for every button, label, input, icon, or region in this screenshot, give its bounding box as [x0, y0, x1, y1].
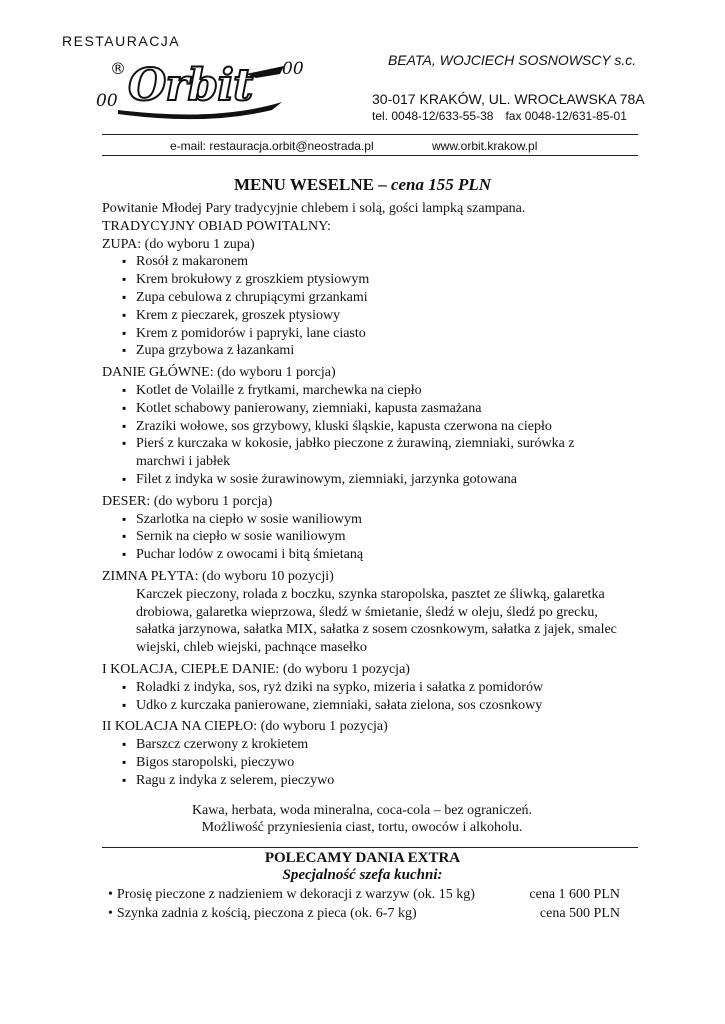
- list-item: ▪ Szarlotka na ciepło w sosie waniliowym: [122, 511, 622, 529]
- extras-rule: [102, 847, 638, 848]
- extra-dish-price: cena 500 PLN: [539, 906, 620, 921]
- list-item: ▪ Puchar lodów z owocami i bitą śmietaną: [122, 546, 622, 564]
- list-item: ▪ Sernik na ciepło w sosie waniliowym: [122, 528, 622, 546]
- extras-title: POLECAMY DANIA EXTRA: [264, 850, 461, 866]
- list-item: ▪ Zraziki wołowe, sos grzybowy, kluski śląskie, kapusta czerwona na ciepło: [122, 418, 622, 436]
- header-rule-top: [102, 134, 638, 135]
- main-course-heading: DANIE GŁÓWNE: (do wyboru 1 porcja): [102, 365, 336, 381]
- list-item: ▪ Krem z pomidorów i papryki, lane ciasto: [122, 325, 622, 343]
- header-rule-bottom: [102, 155, 638, 156]
- list-item: ▪ Rosół z makaronem: [122, 253, 622, 271]
- list-item: ▪ Filet z indyka w sosie żurawinowym, ziemniaki, jarzynka gotowana: [122, 471, 622, 489]
- supper-2-list: [102, 736, 622, 789]
- intro: Powitanie Młodej Pary tradycyjnie chlebem i solą, gości lampką szampana.: [102, 201, 526, 216]
- extra-dish-name: • Szynka zadnia z kością, pieczona z pieca (ok. 6-7 kg): [108, 906, 417, 921]
- extras-subtitle: Specjalność szefa kuchni:: [282, 867, 443, 883]
- list-item: ▪ Krem brokułowy z groszkiem ptysiowym: [122, 271, 622, 289]
- dessert-list: [102, 511, 622, 564]
- supper-2-heading: II KOLACJA NA CIEPŁO: (do wyboru 1 pozycja): [102, 719, 388, 735]
- extra-dish: [108, 906, 620, 922]
- list-item: ▪ Zupa cebulowa z chrupiącymi grzankami: [122, 289, 622, 307]
- list-item: ▪ Bigos staropolski, pieczywo: [122, 754, 622, 772]
- dessert-heading: DESER: (do wyboru 1 porcja): [102, 493, 273, 509]
- list-item: ▪ Barszcz czerwony z krokietem: [122, 736, 622, 754]
- extra-dish-name: • Prosię pieczone z nadzieniem w dekoracji z warzyw (ok. 15 kg): [108, 887, 475, 902]
- logo-left-mark: 00: [96, 91, 118, 111]
- extra-dish: [108, 887, 620, 903]
- address: 30-017 KRAKÓW, UL. WROCŁAWSKA 78A: [372, 91, 645, 107]
- fax-number: fax 0048-12/631-85-01: [505, 109, 627, 123]
- cold-platter-heading: ZIMNA PŁYTA: (do wyboru 10 pozycji): [102, 568, 334, 584]
- soup-heading: ZUPA: (do wyboru 1 zupa): [102, 236, 255, 252]
- soup-list: [102, 253, 622, 360]
- contact-phones: [372, 109, 627, 123]
- list-item: ▪ Kotlet schabowy panierowany, ziemniaki, kapusta zasmażana: [122, 400, 622, 418]
- list-item: ▪ Ragu z indyka z selerem, pieczywo: [122, 772, 622, 790]
- list-item: ▪ Pierś z kurczaka w kokosie, jabłko pieczone z żurawiną, ziemniaki, surówka z marchwi i jabłek: [122, 435, 622, 471]
- list-item: ▪ Udko z kurczaka panierowane, ziemniaki, sałata zielona, sos czosnkowy: [122, 697, 622, 715]
- menu-subtitle: TRADYCYJNY OBIAD POWITALNY:: [102, 218, 331, 234]
- menu-title-text: MENU WESELNE: [233, 175, 374, 194]
- menu-price: cena 155 PLN: [390, 175, 492, 194]
- supper-1-heading: I KOLACJA, CIEPŁE DANIE: (do wyboru 1 pozycja): [102, 661, 410, 677]
- closing-line-2: Możliwość przyniesienia ciast, tortu, owoców i alkoholu.: [201, 820, 523, 836]
- website: www.orbit.krakow.pl: [432, 139, 538, 153]
- email: e-mail: restauracja.orbit@neostrada.pl: [170, 139, 374, 153]
- list-item: ▪ Roladki z indyka, sos, ryż dziki na sypko, mizeria i sałatka z pomidorów: [122, 679, 622, 697]
- logo-right-mark: 00: [282, 59, 304, 79]
- owners: BEATA, WOJCIECH SOSNOWSCY s.c.: [388, 52, 637, 68]
- list-item: ▪ Zupa grzybowa z łazankami: [122, 342, 622, 360]
- menu-body: [102, 200, 622, 837]
- list-item: ▪ Krem z pieczarek, groszek ptysiowy: [122, 307, 622, 325]
- supper-1-list: [102, 679, 622, 715]
- restaurant-label: RESTAURACJA: [62, 33, 181, 49]
- logo-registered-mark: ®: [110, 59, 126, 78]
- extra-dish-price: cena 1 600 PLN: [529, 887, 620, 902]
- cold-platter-text: Karczek pieczony, rolada z boczku, szynka staropolska, pasztet ze śliwką, galaretka drobiowa, galaretka wieprzowa, śledź w śmietanie, śledź w oleju, śledź po grecku, sałatka jarzynowa, sałatka MIX, sałatka z sosem czosnkowym, sałatka z jajek, smalec wiejski, chleb wiejski, pachnące masełko: [136, 586, 617, 656]
- closing-line-1: Kawa, herbata, woda mineralna, coca-cola – bez ograniczeń.: [191, 802, 533, 818]
- menu-title: MENU WESELNE – cena 155 PLN: [233, 175, 492, 194]
- phone-number: tel. 0048-12/633-55-38: [372, 109, 494, 123]
- list-item: ▪ Kotlet de Volaille z frytkami, marchewka na ciepło: [122, 382, 622, 400]
- main-course-list: [102, 382, 622, 489]
- logo-wordmark: Orbit: [128, 60, 253, 111]
